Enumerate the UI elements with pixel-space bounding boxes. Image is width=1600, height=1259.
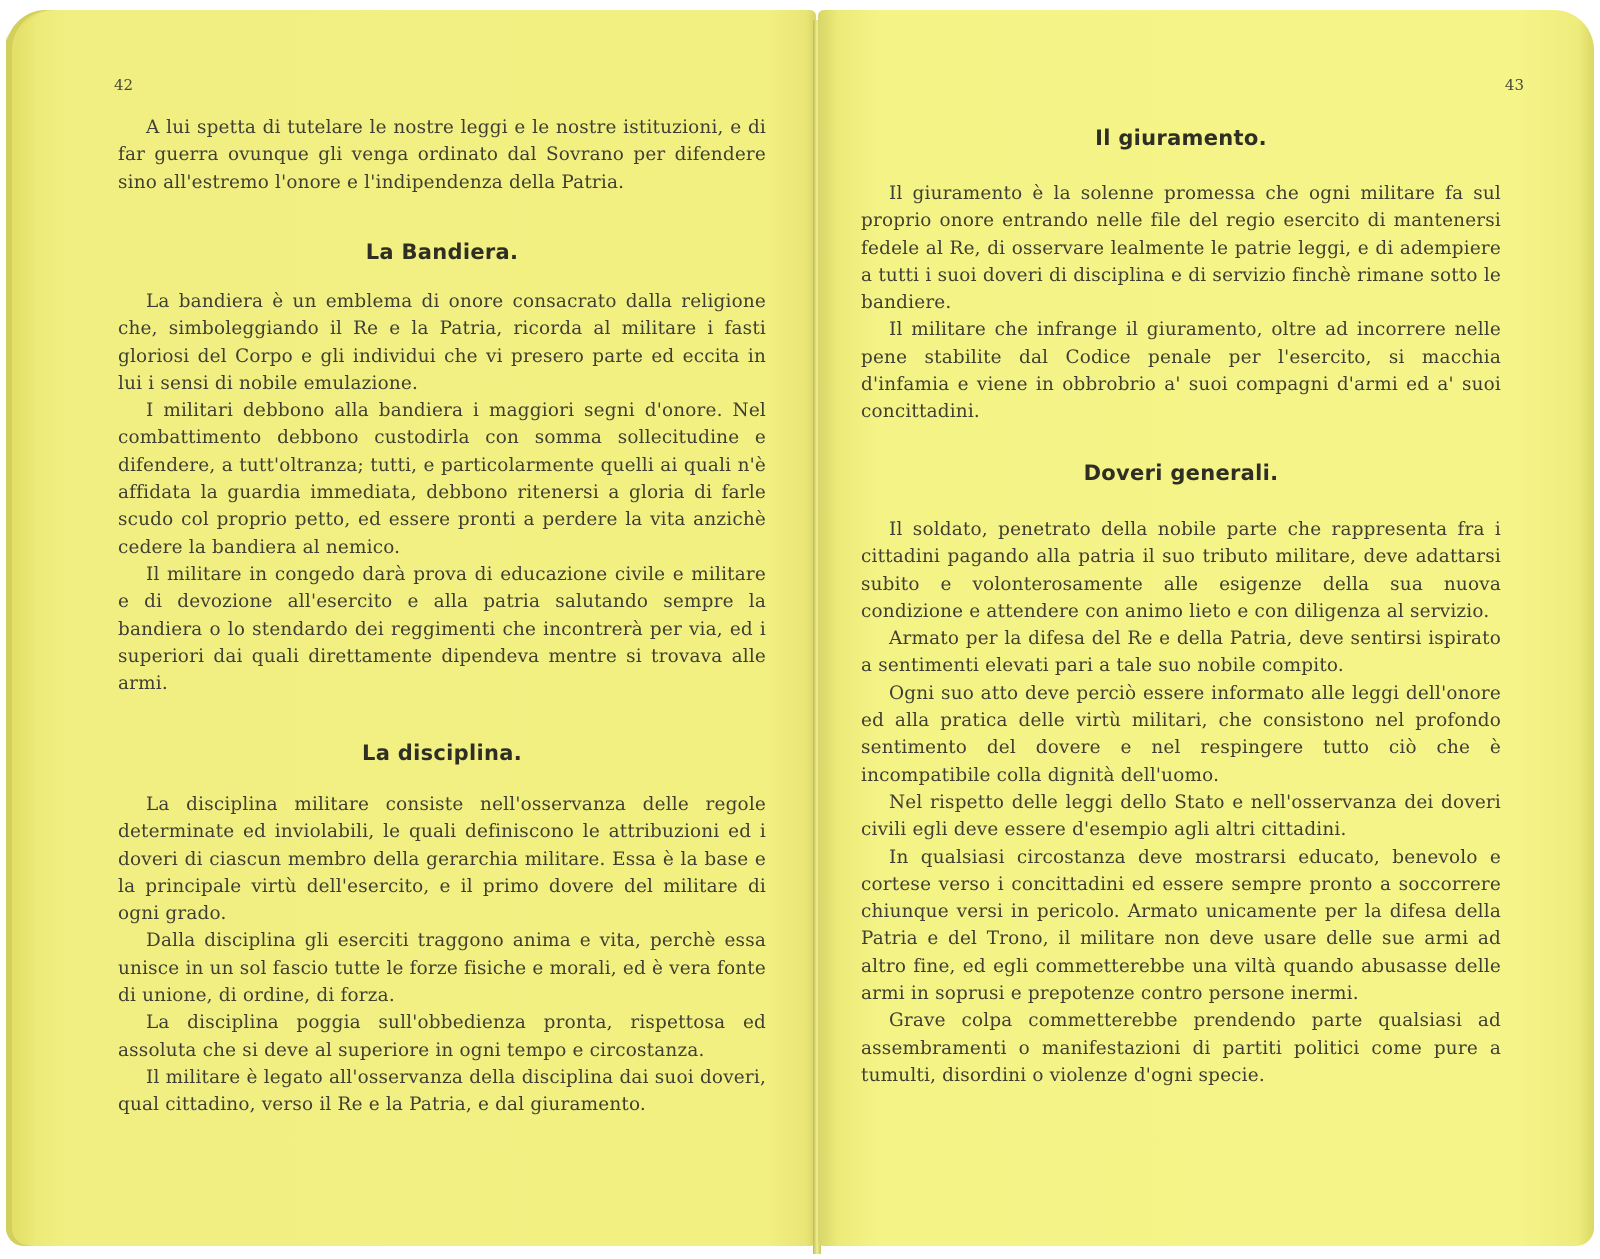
disciplina-paragraph: La disciplina poggia sull'obbedienza pronta, rispettosa ed assoluta che si deve al superiore in ogni tempo e circostanza. bbox=[118, 1012, 766, 1061]
bandiera-paragraph: La bandiera è un emblema di onore consacrato dalla religione che, simboleggiando il Re e la Patria, ricorda al militare i fasti gloriosi del Corpo e gli individui che vi presero parte ed eccita in lui i sensi di nobile emulazione. bbox=[118, 291, 766, 394]
left-page bbox=[6, 10, 816, 1246]
heading-doveri: Doveri generali. bbox=[1083, 461, 1279, 485]
doveri-paragraph: Nel rispetto delle leggi dello Stato e nell'osservanza dei doveri civili egli deve essere d'esempio agli altri cittadini. bbox=[861, 791, 1501, 841]
section-bandiera bbox=[118, 288, 766, 697]
doveri-paragraph: Grave colpa commetterebbe prendendo parte qualsiasi ad assembramenti o manifestazioni di partiti politici come pure a tumulti, disordini o violenze d'ogni specie. bbox=[861, 1010, 1501, 1086]
giuramento-paragraph: Il militare che infrange il giuramento, oltre ad incorrere nelle pene stabilite dal Codice penale per l'esercito, si macchia d'infamia e viene in obbrobrio a' suoi compagni d'armi ed a' suoi concittadini. bbox=[861, 319, 1501, 423]
bandiera-paragraph: Il militare in congedo darà prova di educazione civile e militare e di devozione all'esercito e alla patria salutando sempre la bandiera o lo stendardo dei reggimenti che incontrerà per via, ed i superiori dai quali direttamente dipendeva mentre si trovava alle armi. bbox=[118, 563, 766, 695]
disciplina-paragraph: La disciplina militare consiste nell'osservanza delle regole determinate ed inviolabili, le quali definiscono le attribuzioni ed i doveri di ciascun membro della gerarchia militare. Essa è la base e la principale virtù dell'esercito, e il primo dovere del militare di ogni grado. bbox=[118, 794, 766, 925]
intro-paragraph: A lui spetta di tutelare le nostre leggi e le nostre istituzioni, e di far guerra ovunque gli venga ordinato dal Sovrano per difendere sino all'estremo l'onore e l'indipendenza della Patria. bbox=[118, 117, 766, 193]
page-number-right: 43 bbox=[1504, 76, 1524, 94]
heading-giuramento: Il giuramento. bbox=[1095, 126, 1267, 150]
doveri-paragraph: In qualsiasi circostanza deve mostrarsi educato, benevolo e cortese verso i concittadini ed essere sempre pronto a soccorrere chiunque versi in pericolo. Armato unicamente per la difesa della Patria e del Trono, il militare non deve usare delle sue armi ad altro fine, ed egli commetterebbe una viltà quando abusasse delle armi in soprusi e prepotenze contro persone inermi. bbox=[861, 846, 1501, 1005]
doveri-paragraph: Ogni suo atto deve perciò essere informato alle leggi dell'onore ed alla pratica delle virtù militari, che consistono nel profondo sentimento del dovere e nel respingere tutto ciò che è incompatibile colla dignità dell'uomo. bbox=[861, 682, 1501, 786]
right-page bbox=[818, 10, 1594, 1246]
disciplina-paragraph: Dalla disciplina gli eserciti traggono anima e vita, perchè essa unisce in un sol fascio tutte le forze fisiche e morali, ed è vera fonte di unione, di ordine, di forza. bbox=[118, 930, 766, 1007]
section-doveri bbox=[861, 516, 1501, 1089]
section-disciplina bbox=[118, 791, 766, 1119]
disciplina-paragraph: Il militare è legato all'osservanza della disciplina dai suoi doveri, qual cittadino, verso il Re e la Patria, e dal giuramento. bbox=[118, 1066, 766, 1116]
open-book bbox=[6, 10, 1594, 1254]
heading-bandiera: La Bandiera. bbox=[365, 240, 519, 264]
doveri-paragraph: Il soldato, penetrato della nobile parte che rappresenta fra i cittadini pagando alla patria il suo tributo militare, deve adattarsi subito e volonterosamente alle esigenze della sua nuova condizione e attendere con animo lieto e con diligenza al servizio. bbox=[861, 519, 1501, 622]
heading-disciplina: La disciplina. bbox=[362, 741, 522, 765]
giuramento-paragraph: Il giuramento è la solenne promessa che ogni militare fa sul proprio onore entrando nelle file del regio esercito di mantenersi fedele al Re, di osservare lealmente le patrie leggi, e di adempiere a tutti i suoi doveri di disciplina e di servizio finchè rimane sotto le bandiere. bbox=[861, 183, 1501, 314]
bandiera-paragraph: I militari debbono alla bandiera i maggiori segni d'onore. Nel combattimento debbono custodirla con somma sollecitudine e difendere, a tutt'oltranza; tutti, e particolarmente quelli ai quali n'è affidata la guardia immediata, debbono ritenersi a gloria di farle scudo col proprio petto, ed essere pronti a perdere la vita anzichè cedere la bandiera al nemico. bbox=[118, 400, 766, 558]
doveri-paragraph: Armato per la difesa del Re e della Patria, deve sentirsi ispirato a sentimenti elevati pari a tale suo nobile compito. bbox=[861, 628, 1501, 677]
section-giuramento bbox=[861, 180, 1501, 426]
page-number-left: 42 bbox=[114, 76, 134, 94]
